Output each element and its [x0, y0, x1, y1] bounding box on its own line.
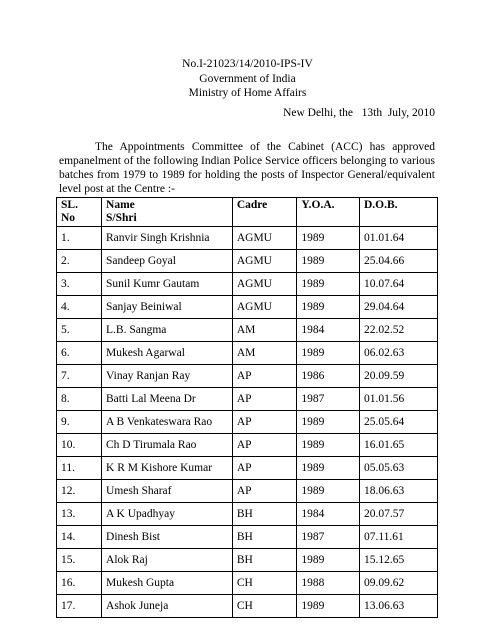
cell-officer-name: Ch D Tirumala Rao [102, 434, 233, 457]
cell-sl-no: 5. [57, 319, 102, 342]
cell-dob: 15.12.65 [359, 549, 437, 572]
cell-officer-name: Ranvir Singh Krishnia [102, 227, 233, 250]
cell-officer-name: A B Venkateswara Rao [102, 411, 233, 434]
cell-cadre: AGMU [232, 296, 297, 319]
cell-dob: 09.09.62 [359, 572, 437, 595]
cell-yoa: 1984 [297, 503, 360, 526]
cell-yoa: 1986 [297, 365, 360, 388]
cell-sl-no: 1. [57, 227, 102, 250]
government-line: Government of India [199, 72, 296, 85]
header-sl-line2: No [61, 212, 76, 224]
cell-sl-no: 15. [57, 549, 102, 572]
cell-cadre: AP [232, 434, 297, 457]
header-dob [359, 198, 437, 227]
cell-officer-name: Alok Raj [102, 549, 233, 572]
table-row [57, 595, 438, 618]
cell-dob: 20.09.59 [359, 365, 437, 388]
cell-officer-name: Mukesh Agarwal [102, 342, 233, 365]
cell-sl-no: 9. [57, 411, 102, 434]
cell-sl-no: 13. [57, 503, 102, 526]
cell-officer-name: K R M Kishore Kumar [102, 457, 233, 480]
table-row [57, 549, 438, 572]
table-row [57, 365, 438, 388]
cell-officer-name: Batti Lal Meena Dr [102, 388, 233, 411]
cell-yoa: 1989 [297, 411, 360, 434]
cell-dob: 01.01.64 [359, 227, 437, 250]
cell-sl-no: 16. [57, 572, 102, 595]
header-name-line1: Name [106, 199, 135, 211]
cell-cadre: AP [232, 388, 297, 411]
cell-yoa: 1989 [297, 434, 360, 457]
header-cadre [232, 198, 297, 227]
cell-cadre: AM [232, 342, 297, 365]
table-row [57, 480, 438, 503]
cell-yoa: 1987 [297, 526, 360, 549]
cell-sl-no: 7. [57, 365, 102, 388]
cell-sl-no: 14. [57, 526, 102, 549]
cell-officer-name: Sunil Kumr Gautam [102, 273, 233, 296]
cell-officer-name: Sandeep Goyal [102, 250, 233, 273]
dateline: New Delhi, the 13th July, 2010 [283, 107, 435, 119]
table-row [57, 296, 438, 319]
table-row [57, 227, 438, 250]
table-row [57, 526, 438, 549]
table-row [57, 434, 438, 457]
table-row [57, 411, 438, 434]
header-dob-label: D.O.B. [363, 199, 398, 211]
cell-officer-name: Umesh Sharaf [102, 480, 233, 503]
cell-dob: 05.05.63 [359, 457, 437, 480]
header-cadre-label: Cadre [236, 199, 268, 211]
table-row [57, 319, 438, 342]
cell-officer-name: Dinesh Bist [102, 526, 233, 549]
cell-officer-name: A K Upadhyay [102, 503, 233, 526]
cell-sl-no: 2. [57, 250, 102, 273]
cell-officer-name: Ashok Juneja [102, 595, 233, 618]
cell-cadre: BH [232, 526, 297, 549]
cell-sl-no: 11. [57, 457, 102, 480]
header-yoa-label: Y.O.A. [301, 199, 335, 211]
cell-cadre: AP [232, 480, 297, 503]
cell-cadre: BH [232, 549, 297, 572]
cell-sl-no: 12. [57, 480, 102, 503]
cell-cadre: AP [232, 411, 297, 434]
table-row [57, 503, 438, 526]
cell-yoa: 1989 [297, 595, 360, 618]
cell-yoa: 1989 [297, 227, 360, 250]
cell-sl-no: 10. [57, 434, 102, 457]
cell-cadre: CH [232, 595, 297, 618]
cell-yoa: 1989 [297, 480, 360, 503]
cell-cadre: AGMU [232, 227, 297, 250]
cell-cadre: AGMU [232, 273, 297, 296]
table-row [57, 457, 438, 480]
table-row [57, 388, 438, 411]
cell-cadre: AM [232, 319, 297, 342]
cell-dob: 06.02.63 [359, 342, 437, 365]
cell-dob: 25.04.66 [359, 250, 437, 273]
cell-yoa: 1987 [297, 388, 360, 411]
cell-cadre: BH [232, 503, 297, 526]
cell-cadre: CH [232, 572, 297, 595]
cell-dob: 25.05.64 [359, 411, 437, 434]
cell-dob: 10.07.64 [359, 273, 437, 296]
cell-sl-no: 4. [57, 296, 102, 319]
document-header [0, 57, 495, 101]
cell-yoa: 1984 [297, 319, 360, 342]
cell-dob: 16.01.65 [359, 434, 437, 457]
cell-sl-no: 8. [57, 388, 102, 411]
header-name-line2: S/Shri [106, 212, 137, 224]
cell-yoa: 1989 [297, 250, 360, 273]
cell-cadre: AP [232, 365, 297, 388]
cell-dob: 22.02.52 [359, 319, 437, 342]
cell-yoa: 1989 [297, 457, 360, 480]
cell-officer-name: Sanjay Beiniwal [102, 296, 233, 319]
cell-yoa: 1989 [297, 296, 360, 319]
cell-officer-name: Vinay Ranjan Ray [102, 365, 233, 388]
ministry-line: Ministry of Home Affairs [188, 87, 307, 99]
cell-dob: 29.04.64 [359, 296, 437, 319]
cell-yoa: 1989 [297, 549, 360, 572]
header-name [102, 198, 233, 227]
cell-dob: 20.07.57 [359, 503, 437, 526]
cell-officer-name: Mukesh Gupta [102, 572, 233, 595]
table-header-row [57, 198, 438, 227]
table-row [57, 342, 438, 365]
intro-paragraph: The Appointments Committee of the Cabinet (ACC) has approved empanelment of the following Indian Police Service officers belonging to various batches from 1979 to 1989 for holding the posts of Inspector General/equivalent level post at the Centre :- [59, 141, 435, 195]
table-row [57, 572, 438, 595]
cell-yoa: 1989 [297, 273, 360, 296]
cell-cadre: AP [232, 457, 297, 480]
cell-officer-name: L.B. Sangma [102, 319, 233, 342]
table-row [57, 250, 438, 273]
cell-dob: 07.11.61 [359, 526, 437, 549]
cell-cadre: AGMU [232, 250, 297, 273]
cell-dob: 18.06.63 [359, 480, 437, 503]
header-sl-no [57, 198, 102, 227]
cell-sl-no: 3. [57, 273, 102, 296]
header-yoa [297, 198, 360, 227]
cell-dob: 01.01.56 [359, 388, 437, 411]
cell-yoa: 1989 [297, 342, 360, 365]
cell-yoa: 1988 [297, 572, 360, 595]
table-row [57, 273, 438, 296]
cell-sl-no: 17. [57, 595, 102, 618]
reference-number: No.I-21023/14/2010-IPS-IV [182, 58, 313, 70]
cell-sl-no: 6. [57, 342, 102, 365]
header-sl-line1: SL. [61, 199, 78, 211]
cell-dob: 13.06.63 [359, 595, 437, 618]
officers-table [56, 197, 438, 618]
